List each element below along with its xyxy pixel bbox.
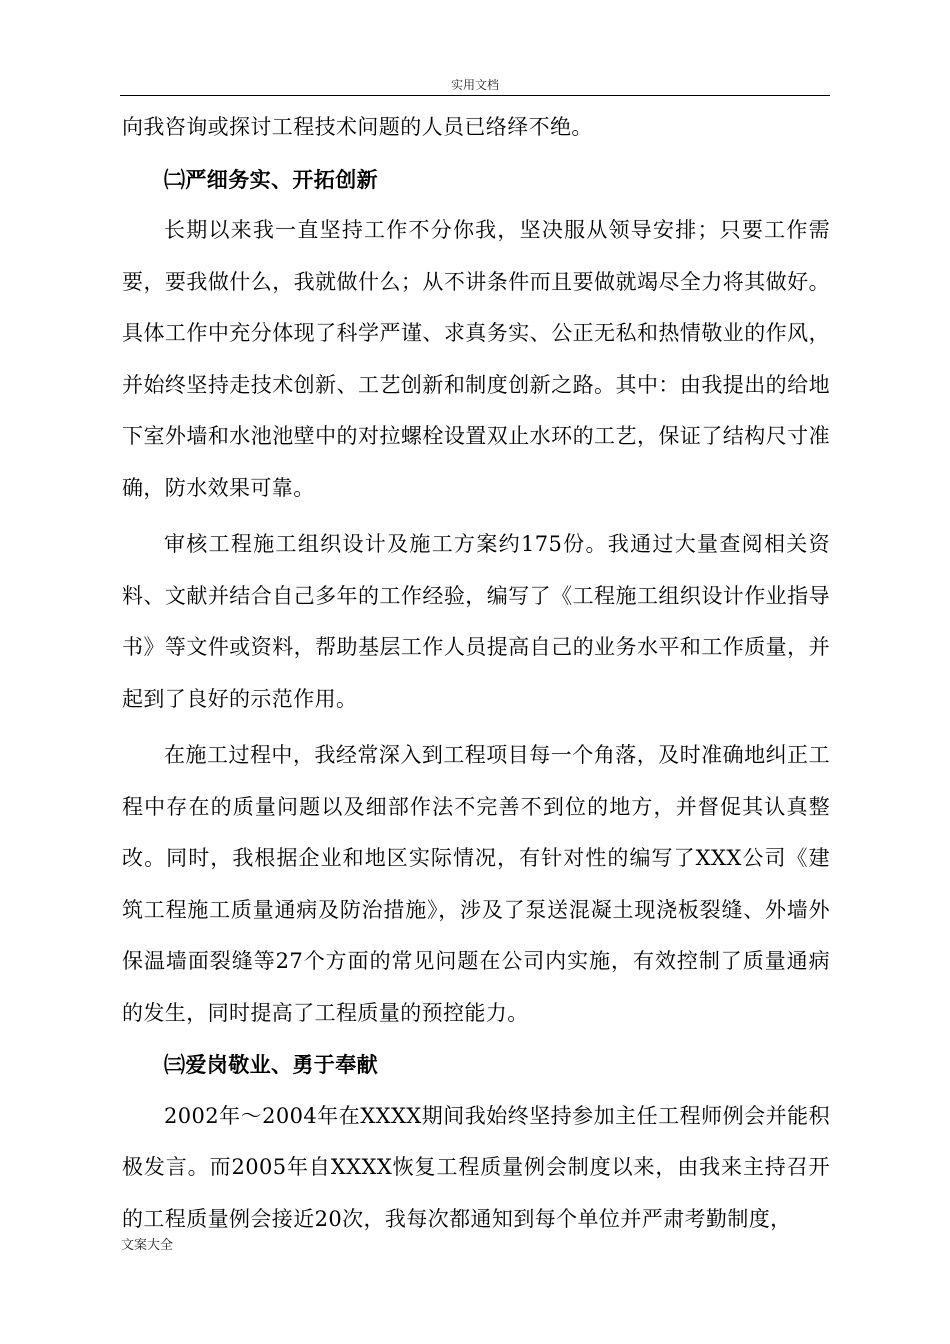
header-divider	[120, 95, 830, 96]
paragraph-1: 长期以来我一直坚持工作不分你我，坚决服从领导安排；只要工作需要，要我做什么，我就做什么；从不讲条件而且要做就竭尽全力将其做好。具体工作中充分体现了科学严谨、求真务实、公正无私和热情敬业的作风，并始终坚持走技术创新、工艺创新和制度创新之路。其中：由我提出的给地下室外墙和水池池壁中的对拉螺栓设置双止水环的工艺，保证了结构尺寸准确，防水效果可靠。	[122, 218, 830, 500]
paragraph-2: 审核工程施工组织设计及施工方案约175份。我通过大量查阅相关资料、文献并结合自己多年的工作经验，编写了《工程施工组织设计作业指导书》等文件或资料，帮助基层工作人员提高自己的业务水平和工作质量，并起到了良好的示范作用。	[122, 532, 830, 711]
section-heading-3: ㈢爱岗敬业、勇于奉献	[164, 1052, 378, 1077]
document-body	[122, 102, 830, 1245]
page-footer: 文案大全	[121, 1238, 174, 1253]
section-heading-2: ㈡严细务实、开拓创新	[164, 166, 378, 192]
paragraph-continuation: 向我咨询或探讨工程技术问题的人员已络绎不绝。	[122, 115, 593, 139]
page-header: 实用文档	[450, 78, 499, 92]
paragraph-3: 在施工过程中，我经常深入到工程项目每一个角落，及时准确地纠正工程中存在的质量问题以及细部作法不完善不到位的地方，并督促其认真整改。同时，我根据企业和地区实际情况，有针对性的编写了XXX公司《建筑工程施工质量通病及防治措施》，涉及了泵送混凝土现浇板裂缝、外墙外保温墙面裂缝等27个方面的常见问题在公司内实施，有效控制了质量通病的发生，同时提高了工程质量的预控能力。	[122, 743, 830, 1025]
paragraph-4: 2002年～2004年在XXXX期间我始终坚持参加主任工程师例会并能积极发言。而2005年自XXXX恢复工程质量例会制度以来，由我来主持召开的工程质量例会接近20次，我每次都通知到每个单位并严肃考勤制度，	[122, 1103, 830, 1231]
